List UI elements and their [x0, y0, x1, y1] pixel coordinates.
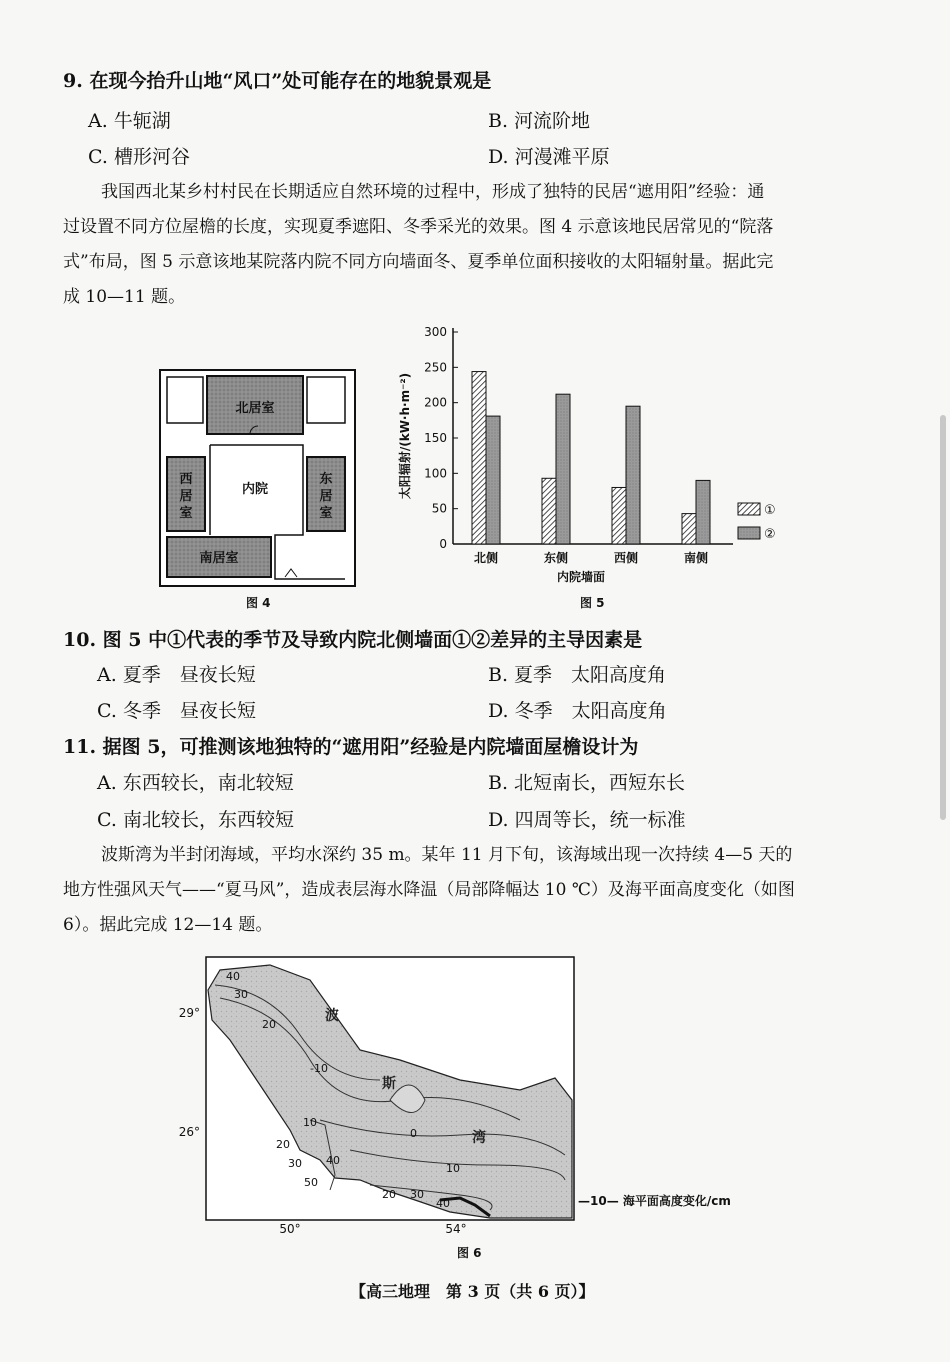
west-room-label-2: 居 — [179, 489, 193, 504]
legend-swatch-series-2 — [738, 527, 760, 539]
q10-option-b: B. 夏季 太阳高度角 — [488, 664, 667, 686]
figure-5-caption: 图 5 — [580, 596, 605, 610]
contour-label: 30 — [410, 1188, 424, 1201]
map-char-si: 斯 — [382, 1076, 396, 1092]
q9-option-c: C. 槽形河谷 — [88, 146, 190, 168]
passage-1-line: 成 10—11 题。 — [63, 287, 186, 307]
q10-option-a: A. 夏季 昼夜长短 — [97, 664, 256, 686]
bar-2-东侧 — [556, 394, 570, 544]
contour-label: -10 — [310, 1062, 328, 1075]
y-tick-label: 200 — [424, 395, 447, 410]
y-tick-label: 300 — [424, 325, 447, 339]
lon-label-54: 54° — [445, 1222, 467, 1236]
lon-label-50: 50° — [279, 1222, 301, 1236]
map-char-bo: 波 — [325, 1008, 339, 1024]
contour-label: 10 — [303, 1116, 317, 1129]
figure-6-caption: 图 6 — [457, 1246, 482, 1260]
contour-label: 30 — [234, 988, 248, 1001]
bar-1-东侧 — [542, 478, 556, 544]
contour-label: 20 — [262, 1018, 276, 1031]
passage-2-line: 6）。据此完成 12—14 题。 — [63, 915, 273, 935]
y-tick-label: 150 — [424, 431, 447, 445]
y-tick-label: 0 — [439, 537, 447, 551]
contour-label: 10 — [446, 1162, 460, 1175]
q10-option-c: C. 冬季 昼夜长短 — [97, 700, 256, 722]
contour-label: 20 — [382, 1188, 396, 1201]
bar-1-北侧 — [472, 372, 486, 544]
q11-option-c: C. 南北较长，东西较短 — [97, 809, 294, 831]
q9-option-a: A. 牛轭湖 — [88, 110, 171, 132]
passage-2-line: 地方性强风天气——“夏马风”，造成表层海水降温（局部降幅达 10 ℃）及海平面高度变化（如图 — [63, 880, 795, 900]
contour-label: 40 — [226, 970, 240, 983]
west-room-label-3: 室 — [179, 506, 193, 521]
passage-1-line: 我国西北某乡村村民在长期适应自然环境的过程中，形成了独特的民居“遮用阳”经验：通 — [101, 182, 765, 202]
figure-4-caption: 图 4 — [246, 596, 271, 610]
south-room-label: 南居室 — [199, 551, 239, 566]
x-tick-label: 南侧 — [683, 551, 709, 565]
legend-swatch-series-1 — [738, 503, 760, 515]
figure-6-map — [160, 950, 800, 1240]
q9-stem: 9. 在现今抬升山地“风口”处可能存在的地貌景观是 — [63, 70, 492, 92]
x-tick-label: 北侧 — [473, 551, 499, 565]
q10-option-d: D. 冬季 太阳高度角 — [488, 700, 667, 722]
east-room-label-3: 室 — [319, 506, 333, 521]
map-char-wan: 湾 — [472, 1130, 486, 1146]
contour-label: 50 — [304, 1176, 318, 1189]
lat-label-29: 29° — [178, 1006, 200, 1020]
east-room-label-2: 居 — [319, 489, 333, 504]
x-tick-label: 东侧 — [543, 551, 569, 565]
q11-option-b: B. 北短南长，西短东长 — [488, 772, 686, 794]
passage-2-line: 波斯湾为半封闭海域，平均水深约 35 m。某年 11 月下旬，该海域出现一次持续 4—5 天的 — [101, 845, 793, 865]
contour-label: 0 — [410, 1127, 417, 1140]
y-axis-label: 太阳辐射/(kW·h·m⁻²) — [398, 372, 412, 500]
q11-stem: 11. 据图 5，可推测该地独特的“遮用阳”经验是内院墙面屋檐设计为 — [63, 736, 639, 758]
legend-label-series-2: ② — [764, 527, 776, 542]
bar-1-西侧 — [612, 487, 626, 544]
page-footer: 【高三地理 第 3 页（共 6 页）】 — [350, 1282, 595, 1301]
figure-5-bar-chart — [395, 318, 815, 593]
contour-label: 40 — [436, 1197, 450, 1210]
y-tick-label: 50 — [431, 501, 447, 516]
q11-option-d: D. 四周等长，统一标准 — [488, 809, 686, 831]
bar-2-北侧 — [486, 416, 500, 544]
contour-label: 40 — [326, 1154, 340, 1167]
map-legend: —10— 海平面高度变化/cm — [578, 1194, 731, 1208]
yard-label: 内院 — [241, 482, 269, 497]
q9-option-d: D. 河漫滩平原 — [488, 146, 610, 168]
q9-option-b: B. 河流阶地 — [488, 110, 591, 132]
bar-2-南侧 — [696, 480, 710, 544]
north-room-label: 北居室 — [235, 401, 275, 416]
contour-label: 30 — [288, 1157, 302, 1170]
figure-4-courtyard-plan — [155, 365, 365, 595]
lat-label-26: 26° — [178, 1125, 200, 1139]
passage-1 — [63, 175, 893, 315]
bar-2-西侧 — [626, 406, 640, 544]
vertical-scrollbar[interactable] — [940, 415, 946, 820]
legend-label-series-1: ① — [764, 503, 776, 518]
q11-option-a: A. 东西较长，南北较短 — [97, 772, 294, 794]
bar-1-南侧 — [682, 514, 696, 544]
y-tick-label: 100 — [424, 466, 447, 481]
passage-2 — [63, 838, 893, 943]
contour-label: 20 — [276, 1138, 290, 1151]
x-axis-label: 内院墙面 — [556, 570, 606, 584]
q10-stem: 10. 图 5 中①代表的季节及导致内院北侧墙面①②差异的主导因素是 — [63, 629, 643, 651]
west-room-label-1: 西 — [179, 472, 193, 487]
east-room-label-1: 东 — [319, 472, 333, 487]
y-tick-label: 250 — [424, 360, 447, 375]
passage-1-line: 式”布局，图 5 示意该地某院落内院不同方向墙面冬、夏季单位面积接收的太阳辐射量。据此完 — [63, 252, 774, 272]
x-tick-label: 西侧 — [613, 551, 639, 565]
passage-1-line: 过设置不同方位屋檐的长度，实现夏季遮阳、冬季采光的效果。图 4 示意该地民居常见的“院落 — [63, 217, 774, 237]
